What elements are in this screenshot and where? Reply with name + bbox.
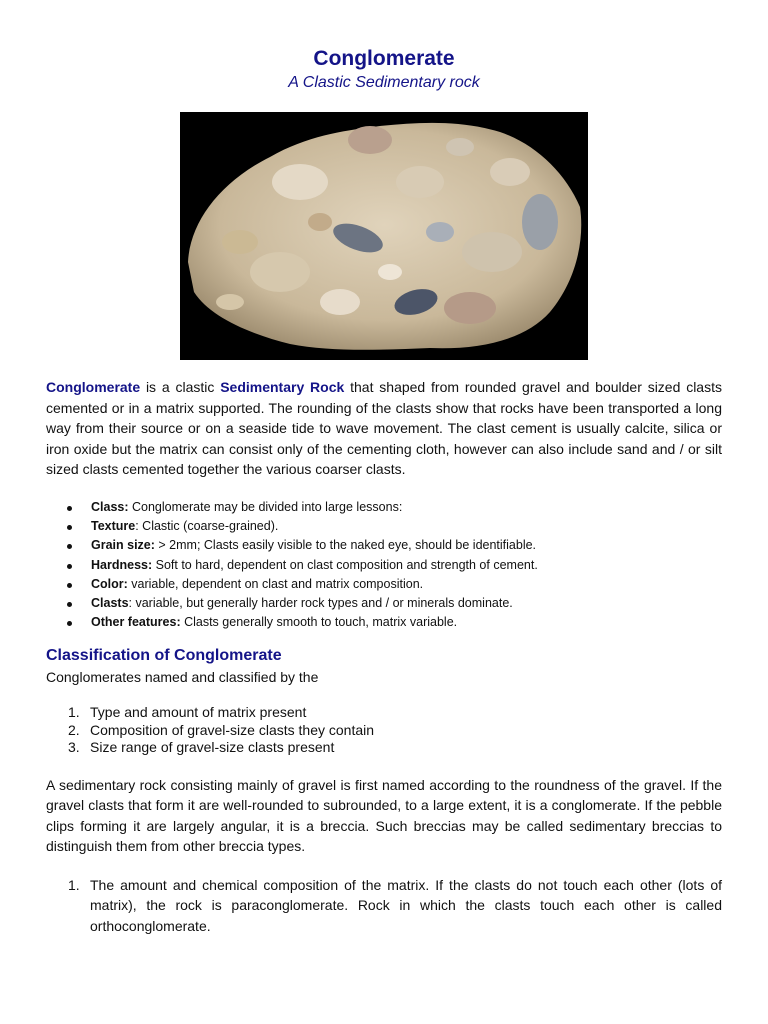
property-value: : Clastic (coarse-grained). (135, 519, 279, 534)
list-number: 3. (68, 739, 80, 756)
list-item (46, 556, 722, 575)
rock-photo (180, 112, 588, 360)
list-number: 2. (68, 721, 80, 738)
property-value: Clasts generally smooth to touch, matrix variable. (180, 615, 458, 630)
section-heading: Classification of Conglomerate (46, 647, 282, 664)
classification-intro: Conglomerates named and classified by the (46, 669, 319, 685)
list-item (46, 613, 722, 632)
list-item (46, 875, 722, 936)
list-text: The amount and chemical composition of the matrix. If the clasts do not touch each other (lots of matrix), the rock is paraconglomerate. Rock in which the clasts touch each other is called orthoconglomerate. (90, 877, 722, 934)
rock-illustration (180, 112, 588, 360)
page-subtitle: A Clastic Sedimentary rock (288, 74, 480, 91)
property-label: Class: (91, 500, 129, 514)
intro-text-1: is a clastic (140, 379, 221, 395)
page-title: Conglomerate (313, 47, 455, 70)
term-sedimentary-rock: Sedimentary Rock (220, 379, 345, 395)
property-label: Clasts (91, 596, 129, 611)
criteria-list (46, 704, 374, 757)
list-text: Composition of gravel-size clasts they contain (90, 721, 375, 738)
list-text: Size range of gravel-size clasts present (90, 739, 335, 756)
properties-list (46, 498, 722, 632)
intro-text-2: that shaped from rounded gravel and boulder sized clasts cemented or in a matrix supported. The rounding of the clasts show that rocks have been transported a long way from their source or on a seaside tide to wave movement. The clast cement is usually calcite, silica or iron oxide but the matrix can consist only of the cementing cloth, however can also include sand and / or silt sized clasts cemented together the various coarser clasts. (46, 379, 722, 477)
property-value: Soft to hard, dependent on clast composition and strength of cement. (152, 557, 538, 572)
notes-list (46, 875, 722, 936)
property-label: Hardness: (91, 557, 153, 572)
gravel-paragraph: A sedimentary rock consisting mainly of gravel is first named according to the roundness of the gravel. If the gravel clasts that form it are well-rounded to subrounded, to a large extent, it is a conglomerate. If the pebble clips forming it are largely angular, it is a breccia. Such breccias may be called sedimentary breccias to distinguish them from other breccia types. (46, 777, 722, 854)
list-item (46, 498, 722, 517)
list-text: Type and amount of matrix present (90, 704, 307, 720)
property-value: Conglomerate may be divided into large lessons: (128, 500, 403, 514)
list-item (46, 722, 374, 740)
property-label: Color: (91, 576, 128, 591)
property-label: Texture (91, 519, 136, 534)
property-label: Grain size: (91, 538, 155, 553)
list-item (46, 704, 374, 722)
intro-paragraph (46, 377, 722, 480)
property-value: : variable, but generally harder rock types and / or minerals dominate. (128, 596, 513, 611)
list-item (46, 517, 722, 536)
list-number: 1. (68, 877, 80, 893)
list-number: 1. (68, 704, 80, 720)
property-value: variable, dependent on clast and matrix composition. (127, 576, 424, 591)
term-conglomerate: Conglomerate (46, 379, 141, 395)
property-label: Other features: (91, 615, 181, 630)
list-item (46, 536, 722, 555)
list-item (46, 739, 374, 757)
list-item (46, 575, 722, 594)
list-item (46, 594, 722, 613)
property-value: > 2mm; Clasts easily visible to the naked eye, should be identifiable. (154, 538, 537, 553)
